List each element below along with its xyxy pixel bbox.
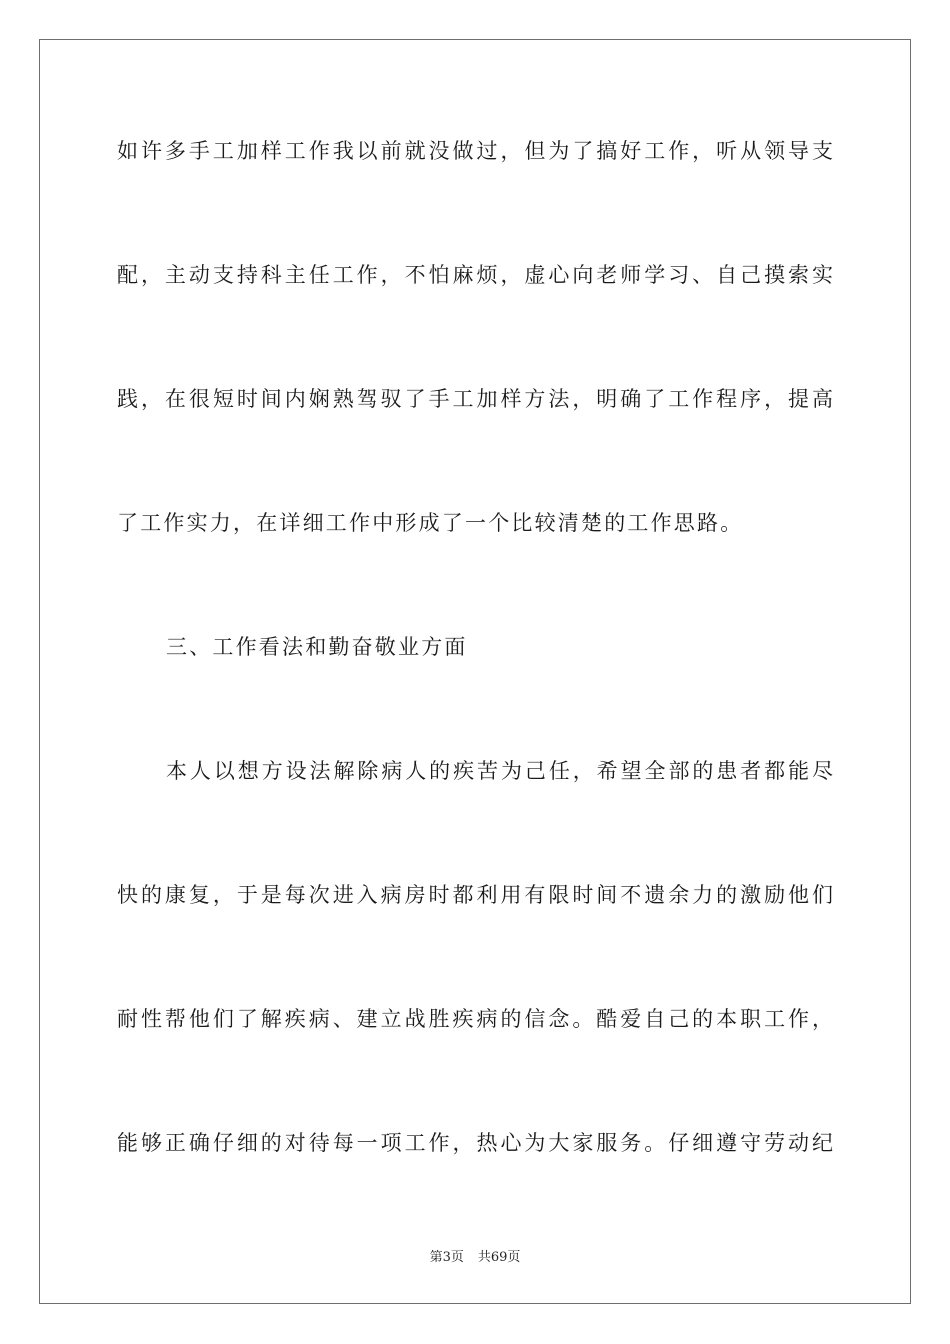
body-line-3: 践，在很短时间内娴熟驾驭了手工加样方法，明确了工作程序，提高 [117, 387, 833, 411]
body-line-6: 本人以想方设法解除病人的疾苦为己任，希望全部的患者都能尽 [166, 759, 833, 783]
page-footer [0, 1249, 950, 1267]
page-total: 共69页 [477, 1250, 521, 1265]
page-number: 第3页 [429, 1250, 464, 1265]
body-line-9: 能够正确仔细的对待每一项工作，热心为大家服务。仔细遵守劳动纪 [117, 1131, 833, 1155]
body-line-8: 耐性帮他们了解疾病、建立战胜疾病的信念。酷爱自己的本职工作， [117, 1007, 833, 1031]
page-border [39, 39, 911, 1304]
body-line-7: 快的康复，于是每次进入病房时都利用有限时间不遗余力的激励他们 [117, 883, 833, 907]
section-heading: 三、工作看法和勤奋敬业方面 [166, 635, 468, 659]
body-line-2: 配，主动支持科主任工作，不怕麻烦，虚心向老师学习、自己摸索实 [117, 263, 833, 287]
body-line-4: 了工作实力，在详细工作中形成了一个比较清楚的工作思路。 [117, 511, 744, 535]
body-line-1: 如许多手工加样工作我以前就没做过，但为了搞好工作，听从领导支 [117, 139, 833, 163]
